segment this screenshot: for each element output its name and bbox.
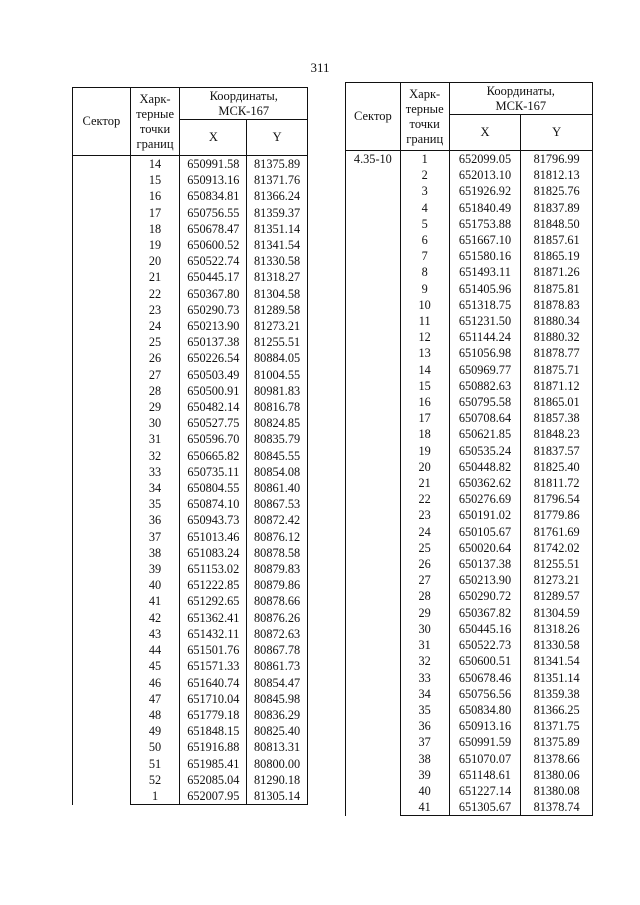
y-cell: 81289.58	[247, 302, 308, 318]
x-cell: 650445.17	[180, 269, 247, 285]
x-cell: 650756.56	[449, 686, 521, 702]
x-cell: 650137.38	[180, 334, 247, 350]
point-cell: 32	[400, 653, 449, 669]
y-cell: 80872.42	[247, 512, 308, 528]
point-cell: 36	[400, 718, 449, 734]
point-cell: 14	[400, 362, 449, 378]
y-cell: 80800.00	[247, 756, 308, 772]
y-cell: 80845.98	[247, 691, 308, 707]
y-cell: 81341.54	[247, 237, 308, 253]
y-cell: 81378.66	[521, 751, 593, 767]
y-cell: 81796.54	[521, 491, 593, 507]
x-cell: 650137.38	[449, 556, 521, 572]
point-cell: 35	[400, 702, 449, 718]
x-cell: 650367.82	[449, 605, 521, 621]
point-cell: 39	[130, 561, 180, 577]
x-cell: 651571.33	[180, 658, 247, 674]
y-header: Y	[247, 120, 308, 156]
x-cell: 650913.16	[449, 718, 521, 734]
x-cell: 650503.49	[180, 367, 247, 383]
y-cell: 81351.14	[521, 670, 593, 686]
y-cell: 80879.86	[247, 577, 308, 593]
x-cell: 651292.65	[180, 593, 247, 609]
point-cell: 16	[400, 394, 449, 410]
x-cell: 650882.63	[449, 378, 521, 394]
x-cell: 651056.98	[449, 345, 521, 361]
point-cell: 24	[130, 318, 180, 334]
y-cell: 80845.55	[247, 448, 308, 464]
point-cell: 21	[130, 269, 180, 285]
point-cell: 13	[400, 345, 449, 361]
x-cell: 652013.10	[449, 167, 521, 183]
x-cell: 652099.05	[449, 151, 521, 168]
x-cell: 651667.10	[449, 232, 521, 248]
point-cell: 30	[400, 621, 449, 637]
x-cell: 651144.24	[449, 329, 521, 345]
point-cell: 34	[130, 480, 180, 496]
point-cell: 40	[130, 577, 180, 593]
point-cell: 33	[400, 670, 449, 686]
y-cell: 81811.72	[521, 475, 593, 491]
y-cell: 81359.38	[521, 686, 593, 702]
y-cell: 80835.79	[247, 431, 308, 447]
y-cell: 81341.54	[521, 653, 593, 669]
x-cell: 651493.11	[449, 264, 521, 280]
point-cell: 46	[130, 675, 180, 691]
x-cell: 651432.11	[180, 626, 247, 642]
point-cell: 19	[130, 237, 180, 253]
x-cell: 650874.10	[180, 496, 247, 512]
y-cell: 81857.61	[521, 232, 593, 248]
x-cell: 651926.92	[449, 183, 521, 199]
point-cell: 51	[130, 756, 180, 772]
point-cell: 29	[130, 399, 180, 415]
x-cell: 651640.74	[180, 675, 247, 691]
point-cell: 18	[130, 221, 180, 237]
point-cell: 47	[130, 691, 180, 707]
x-header: X	[180, 120, 247, 156]
coords-header: Координаты, МСК-167	[449, 83, 592, 115]
y-cell: 80876.12	[247, 529, 308, 545]
x-cell: 652085.04	[180, 772, 247, 788]
y-cell: 81273.21	[521, 572, 593, 588]
point-cell: 39	[400, 767, 449, 783]
y-cell: 81351.14	[247, 221, 308, 237]
x-cell: 650834.81	[180, 188, 247, 204]
y-cell: 81380.06	[521, 767, 593, 783]
sector-cell	[73, 156, 131, 805]
point-cell: 36	[130, 512, 180, 528]
point-cell: 38	[130, 545, 180, 561]
y-cell: 81290.18	[247, 772, 308, 788]
x-cell: 650596.70	[180, 431, 247, 447]
x-cell: 650276.69	[449, 491, 521, 507]
point-cell: 40	[400, 783, 449, 799]
x-cell: 650522.74	[180, 253, 247, 269]
point-cell: 2	[400, 167, 449, 183]
y-cell: 81865.01	[521, 394, 593, 410]
x-cell: 651405.96	[449, 281, 521, 297]
y-cell: 81330.58	[247, 253, 308, 269]
point-cell: 31	[400, 637, 449, 653]
y-cell: 81878.83	[521, 297, 593, 313]
point-cell: 9	[400, 281, 449, 297]
y-cell: 81825.40	[521, 459, 593, 475]
y-cell: 80872.63	[247, 626, 308, 642]
x-cell: 650500.91	[180, 383, 247, 399]
point-cell: 32	[130, 448, 180, 464]
y-cell: 81825.76	[521, 183, 593, 199]
x-cell: 650969.77	[449, 362, 521, 378]
y-cell: 80861.73	[247, 658, 308, 674]
point-cell: 22	[130, 286, 180, 302]
x-cell: 650445.16	[449, 621, 521, 637]
point-cell: 26	[130, 350, 180, 366]
y-cell: 81848.50	[521, 216, 593, 232]
y-cell: 80836.29	[247, 707, 308, 723]
point-cell: 43	[130, 626, 180, 642]
x-cell: 650991.58	[180, 156, 247, 173]
point-cell: 26	[400, 556, 449, 572]
point-cell: 11	[400, 313, 449, 329]
y-cell: 81366.25	[521, 702, 593, 718]
x-cell: 650213.90	[180, 318, 247, 334]
table-row	[346, 151, 593, 168]
y-cell: 80824.85	[247, 415, 308, 431]
x-cell: 650708.64	[449, 410, 521, 426]
y-header: Y	[521, 115, 593, 151]
x-cell: 650290.72	[449, 588, 521, 604]
x-cell: 651753.88	[449, 216, 521, 232]
x-cell: 651013.46	[180, 529, 247, 545]
y-cell: 81004.55	[247, 367, 308, 383]
point-cell: 23	[130, 302, 180, 318]
y-cell: 80878.66	[247, 593, 308, 609]
y-cell: 81837.57	[521, 443, 593, 459]
point-cell: 38	[400, 751, 449, 767]
y-cell: 80867.53	[247, 496, 308, 512]
x-cell: 651070.07	[449, 751, 521, 767]
point-cell: 29	[400, 605, 449, 621]
y-cell: 80816.78	[247, 399, 308, 415]
point-cell: 4	[400, 200, 449, 216]
point-cell: 8	[400, 264, 449, 280]
coords-header: Координаты, МСК-167	[180, 88, 308, 120]
y-cell: 81305.14	[247, 788, 308, 805]
point-cell: 37	[130, 529, 180, 545]
x-cell: 650191.02	[449, 507, 521, 523]
x-cell: 650943.73	[180, 512, 247, 528]
x-cell: 650020.64	[449, 540, 521, 556]
x-cell: 650535.24	[449, 443, 521, 459]
y-cell: 81371.75	[521, 718, 593, 734]
point-cell: 5	[400, 216, 449, 232]
point-cell: 24	[400, 524, 449, 540]
y-cell: 81761.69	[521, 524, 593, 540]
point-cell: 45	[130, 658, 180, 674]
y-cell: 80861.40	[247, 480, 308, 496]
y-cell: 80884.05	[247, 350, 308, 366]
x-cell: 651848.15	[180, 723, 247, 739]
y-cell: 80813.31	[247, 739, 308, 755]
point-cell: 33	[130, 464, 180, 480]
point-cell: 7	[400, 248, 449, 264]
point-cell: 1	[400, 151, 449, 168]
point-cell: 48	[130, 707, 180, 723]
y-cell: 81359.37	[247, 205, 308, 221]
y-cell: 81837.89	[521, 200, 593, 216]
point-cell: 12	[400, 329, 449, 345]
y-cell: 81796.99	[521, 151, 593, 168]
x-cell: 651840.49	[449, 200, 521, 216]
x-cell: 650213.90	[449, 572, 521, 588]
point-cell: 19	[400, 443, 449, 459]
point-cell: 31	[130, 431, 180, 447]
x-cell: 650795.58	[449, 394, 521, 410]
y-cell: 81304.58	[247, 286, 308, 302]
y-cell: 81875.71	[521, 362, 593, 378]
x-cell: 651083.24	[180, 545, 247, 561]
x-cell: 650226.54	[180, 350, 247, 366]
y-cell: 80825.40	[247, 723, 308, 739]
x-cell: 650600.52	[180, 237, 247, 253]
point-cell: 17	[130, 205, 180, 221]
x-cell: 650756.55	[180, 205, 247, 221]
y-cell: 81857.38	[521, 410, 593, 426]
point-cell: 52	[130, 772, 180, 788]
point-cell: 37	[400, 734, 449, 750]
point-cell: 1	[130, 788, 180, 805]
x-cell: 651710.04	[180, 691, 247, 707]
x-cell: 650527.75	[180, 415, 247, 431]
point-cell: 34	[400, 686, 449, 702]
y-cell: 80879.83	[247, 561, 308, 577]
y-cell: 80878.58	[247, 545, 308, 561]
y-cell: 81871.26	[521, 264, 593, 280]
point-cell: 10	[400, 297, 449, 313]
table-row	[73, 156, 308, 173]
y-cell: 80854.47	[247, 675, 308, 691]
y-cell: 81848.23	[521, 426, 593, 442]
y-cell: 80854.08	[247, 464, 308, 480]
point-cell: 41	[130, 593, 180, 609]
point-cell: 30	[130, 415, 180, 431]
x-cell: 650678.46	[449, 670, 521, 686]
y-cell: 81878.77	[521, 345, 593, 361]
x-cell: 651148.61	[449, 767, 521, 783]
x-cell: 651779.18	[180, 707, 247, 723]
x-cell: 650913.16	[180, 172, 247, 188]
y-cell: 81318.26	[521, 621, 593, 637]
y-cell: 81255.51	[521, 556, 593, 572]
table-body	[73, 156, 308, 805]
coordinates-table-left	[72, 87, 308, 805]
point-cell: 21	[400, 475, 449, 491]
point-cell: 28	[400, 588, 449, 604]
point-cell: 27	[400, 572, 449, 588]
x-cell: 650482.14	[180, 399, 247, 415]
point-cell: 16	[130, 188, 180, 204]
y-cell: 81273.21	[247, 318, 308, 334]
y-cell: 81375.89	[521, 734, 593, 750]
point-cell: 25	[400, 540, 449, 556]
page-number: 311	[310, 60, 330, 75]
x-cell: 650621.85	[449, 426, 521, 442]
x-cell: 651985.41	[180, 756, 247, 772]
y-cell: 81255.51	[247, 334, 308, 350]
x-cell: 651501.76	[180, 642, 247, 658]
x-header: X	[449, 115, 521, 151]
point-cell: 17	[400, 410, 449, 426]
y-cell: 81330.58	[521, 637, 593, 653]
point-cell: 6	[400, 232, 449, 248]
y-cell: 81812.13	[521, 167, 593, 183]
x-cell: 652007.95	[180, 788, 247, 805]
point-cell: 3	[400, 183, 449, 199]
point-cell: 27	[130, 367, 180, 383]
point-cell: 42	[130, 610, 180, 626]
y-cell: 81880.32	[521, 329, 593, 345]
y-cell: 81366.24	[247, 188, 308, 204]
x-cell: 650600.51	[449, 653, 521, 669]
x-cell: 650991.59	[449, 734, 521, 750]
x-cell: 650522.73	[449, 637, 521, 653]
x-cell: 651222.85	[180, 577, 247, 593]
x-cell: 650290.73	[180, 302, 247, 318]
point-cell: 23	[400, 507, 449, 523]
x-cell: 651153.02	[180, 561, 247, 577]
y-cell: 81865.19	[521, 248, 593, 264]
point-cell: 22	[400, 491, 449, 507]
sector-cell: 4.35-10	[346, 151, 401, 816]
point-cell: 20	[400, 459, 449, 475]
x-cell: 651231.50	[449, 313, 521, 329]
y-cell: 80867.78	[247, 642, 308, 658]
x-cell: 651362.41	[180, 610, 247, 626]
y-cell: 81289.57	[521, 588, 593, 604]
point-cell: 28	[130, 383, 180, 399]
y-cell: 81779.86	[521, 507, 593, 523]
point-cell: 35	[130, 496, 180, 512]
sector-header: Сектор	[73, 88, 131, 156]
y-cell: 80981.83	[247, 383, 308, 399]
y-cell: 81880.34	[521, 313, 593, 329]
point-cell: 15	[130, 172, 180, 188]
y-cell: 81375.89	[247, 156, 308, 173]
y-cell: 81742.02	[521, 540, 593, 556]
x-cell: 650665.82	[180, 448, 247, 464]
y-cell: 81378.74	[521, 799, 593, 816]
y-cell: 81304.59	[521, 605, 593, 621]
point-cell: 14	[130, 156, 180, 173]
point-cell: 50	[130, 739, 180, 755]
y-cell: 81318.27	[247, 269, 308, 285]
x-cell: 650105.67	[449, 524, 521, 540]
x-cell: 650678.47	[180, 221, 247, 237]
x-cell: 651318.75	[449, 297, 521, 313]
point-cell: 15	[400, 378, 449, 394]
sector-header: Сектор	[346, 83, 401, 151]
point-cell: 41	[400, 799, 449, 816]
y-cell: 81871.12	[521, 378, 593, 394]
point-cell: 44	[130, 642, 180, 658]
y-cell: 81371.76	[247, 172, 308, 188]
table-body	[346, 151, 593, 816]
x-cell: 651305.67	[449, 799, 521, 816]
points-header: Харк- терные точки границ	[130, 88, 180, 156]
coordinates-table-right	[345, 82, 593, 816]
x-cell: 650804.55	[180, 480, 247, 496]
y-cell: 81380.08	[521, 783, 593, 799]
x-cell: 651227.14	[449, 783, 521, 799]
point-cell: 18	[400, 426, 449, 442]
point-cell: 20	[130, 253, 180, 269]
x-cell: 650362.62	[449, 475, 521, 491]
x-cell: 651916.88	[180, 739, 247, 755]
x-cell: 651580.16	[449, 248, 521, 264]
points-header: Харк- терные точки границ	[400, 83, 449, 151]
point-cell: 25	[130, 334, 180, 350]
x-cell: 650834.80	[449, 702, 521, 718]
y-cell: 80876.26	[247, 610, 308, 626]
point-cell: 49	[130, 723, 180, 739]
y-cell: 81875.81	[521, 281, 593, 297]
x-cell: 650735.11	[180, 464, 247, 480]
x-cell: 650448.82	[449, 459, 521, 475]
x-cell: 650367.80	[180, 286, 247, 302]
